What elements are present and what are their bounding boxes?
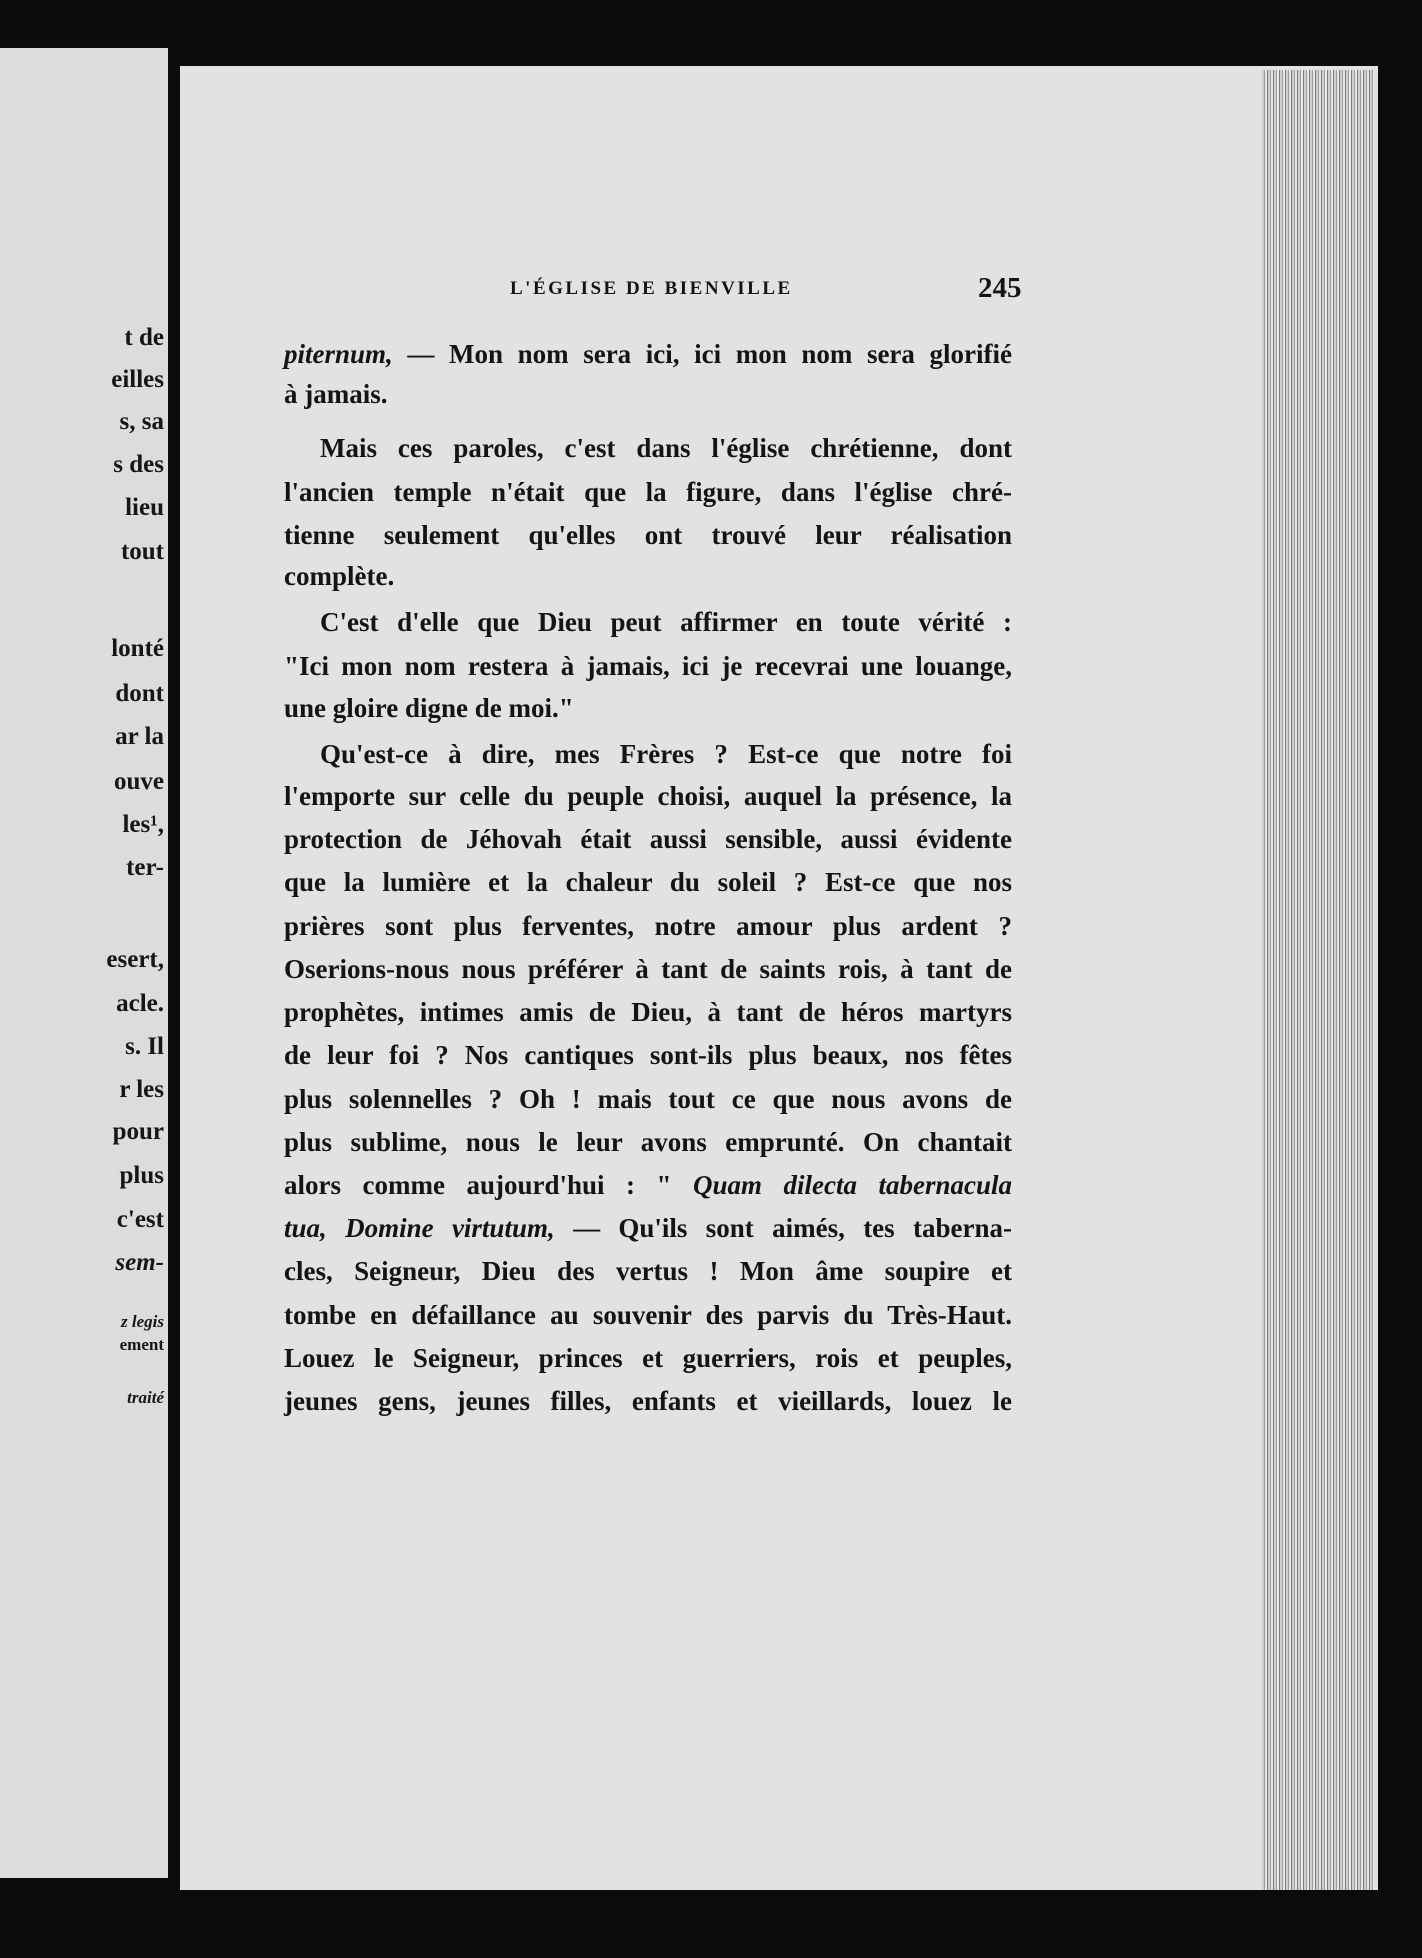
text-segment: complète. (284, 561, 395, 591)
text-line (284, 519, 1012, 551)
text-line (284, 1083, 1012, 1115)
left-page-line: eilles (111, 366, 164, 393)
text-segment: tienne seulement qu'elles ont trouvé leur réalisation (284, 520, 1012, 550)
text-segment: l'ancien temple n'était que la figure, dans l'église chré- (284, 477, 1012, 507)
text-segment: Mais ces paroles, c'est dans l'église chrétienne, dont (320, 433, 1012, 463)
left-page-line: c'est (116, 1206, 164, 1233)
text-segment: prophètes, intimes amis de Dieu, à tant de héros martyrs (284, 997, 1012, 1027)
text-segment: de leur foi ? Nos cantiques sont-ils plus beaux, nos fêtes (284, 1040, 1012, 1070)
text-segment: plus solennelles ? Oh ! mais tout ce que nous avons de (284, 1084, 1012, 1114)
text-line (284, 780, 1012, 812)
text-segment: tombe en défaillance au souvenir des parvis du Très-Haut. (284, 1300, 1012, 1330)
left-page-line: plus (119, 1162, 164, 1189)
text-line (284, 1169, 1012, 1201)
left-page-line: pour (112, 1118, 164, 1145)
text-line (284, 1255, 1012, 1287)
text-line (320, 738, 1012, 770)
text-line (284, 650, 1012, 682)
text-segment: jeunes gens, jeunes filles, enfants et vieillards, louez le (284, 1386, 1012, 1416)
text-line (284, 996, 1012, 1028)
left-page-line: s, sa (119, 408, 164, 435)
page-edge (1262, 70, 1374, 1890)
text-segment: cles, Seigneur, Dieu des vertus ! Mon âme soupire et (284, 1256, 1012, 1286)
left-page-footnote-line: ement (119, 1335, 164, 1354)
text-segment: à jamais. (284, 379, 388, 409)
text-segment: protection de Jéhovah était aussi sensible, aussi évidente (284, 824, 1012, 854)
left-page-line: lonté (111, 635, 164, 662)
text-segment: une gloire digne de moi." (284, 693, 574, 723)
text-line (320, 432, 1012, 464)
text-segment: prières sont plus ferventes, notre amour plus ardent ? (284, 911, 1012, 941)
text-segment: — Mon nom sera ici, ici mon nom sera glorifié (392, 339, 1012, 369)
text-line (284, 1342, 1012, 1374)
text-line (284, 1126, 1012, 1158)
text-line (284, 338, 1012, 370)
left-page-line: s. Il (125, 1033, 164, 1060)
left-page-line: acle. (116, 990, 164, 1017)
running-head: L'ÉGLISE DE BIENVILLE (510, 278, 793, 299)
left-page (0, 48, 168, 1878)
text-line (320, 606, 1012, 638)
left-page-line: r les (119, 1076, 164, 1103)
text-line (284, 823, 1012, 855)
left-page-line: lieu (125, 494, 164, 521)
left-page-line: t de (124, 324, 164, 351)
left-page-line: tout (120, 538, 164, 565)
left-page-footnote-line: z legis (121, 1312, 164, 1331)
text-line (284, 560, 1012, 592)
text-segment-italic: tua, Domine virtutum, (284, 1213, 555, 1243)
text-segment: Qu'est-ce à dire, mes Frères ? Est-ce que notre foi (320, 739, 1012, 769)
text-line (284, 866, 1012, 898)
text-segment: "Ici mon nom restera à jamais, ici je recevrai une louange, (284, 651, 1012, 681)
text-line (284, 1385, 1012, 1417)
left-page-line: s des (113, 451, 164, 478)
left-page-line: ar la (115, 723, 164, 750)
text-segment: que la lumière et la chaleur du soleil ? Est-ce que nos (284, 867, 1012, 897)
text-segment-italic: piternum, (284, 339, 393, 369)
text-line (284, 692, 1012, 724)
text-line (284, 476, 1012, 508)
left-page-line: esert, (106, 946, 164, 973)
text-segment: Oserions-nous nous préférer à tant de saints rois, à tant de (284, 954, 1012, 984)
left-page-line: sem- (115, 1249, 164, 1276)
text-line (284, 378, 1012, 410)
left-page-line: les¹, (122, 811, 164, 838)
left-page-line: ter- (126, 854, 164, 881)
left-page-footnote-line: traité (127, 1388, 164, 1407)
text-line (284, 953, 1012, 985)
left-page-line: ouve (114, 768, 164, 795)
text-segment: alors comme aujourd'hui : " (284, 1170, 693, 1200)
text-line (284, 910, 1012, 942)
page-number: 245 (978, 272, 1022, 304)
text-segment: Louez le Seigneur, princes et guerriers, rois et peuples, (284, 1343, 1012, 1373)
text-line (284, 1212, 1012, 1244)
text-segment: plus sublime, nous le leur avons emprunté. On chantait (284, 1127, 1012, 1157)
text-line (284, 1299, 1012, 1331)
text-segment-italic: Quam dilecta tabernacula (693, 1170, 1013, 1200)
text-line (284, 1039, 1012, 1071)
text-segment: l'emporte sur celle du peuple choisi, auquel la présence, la (284, 781, 1012, 811)
text-segment: — Qu'ils sont aimés, tes taberna- (554, 1213, 1012, 1243)
text-segment: C'est d'elle que Dieu peut affirmer en toute vérité : (320, 607, 1012, 637)
left-page-line: dont (115, 680, 164, 707)
